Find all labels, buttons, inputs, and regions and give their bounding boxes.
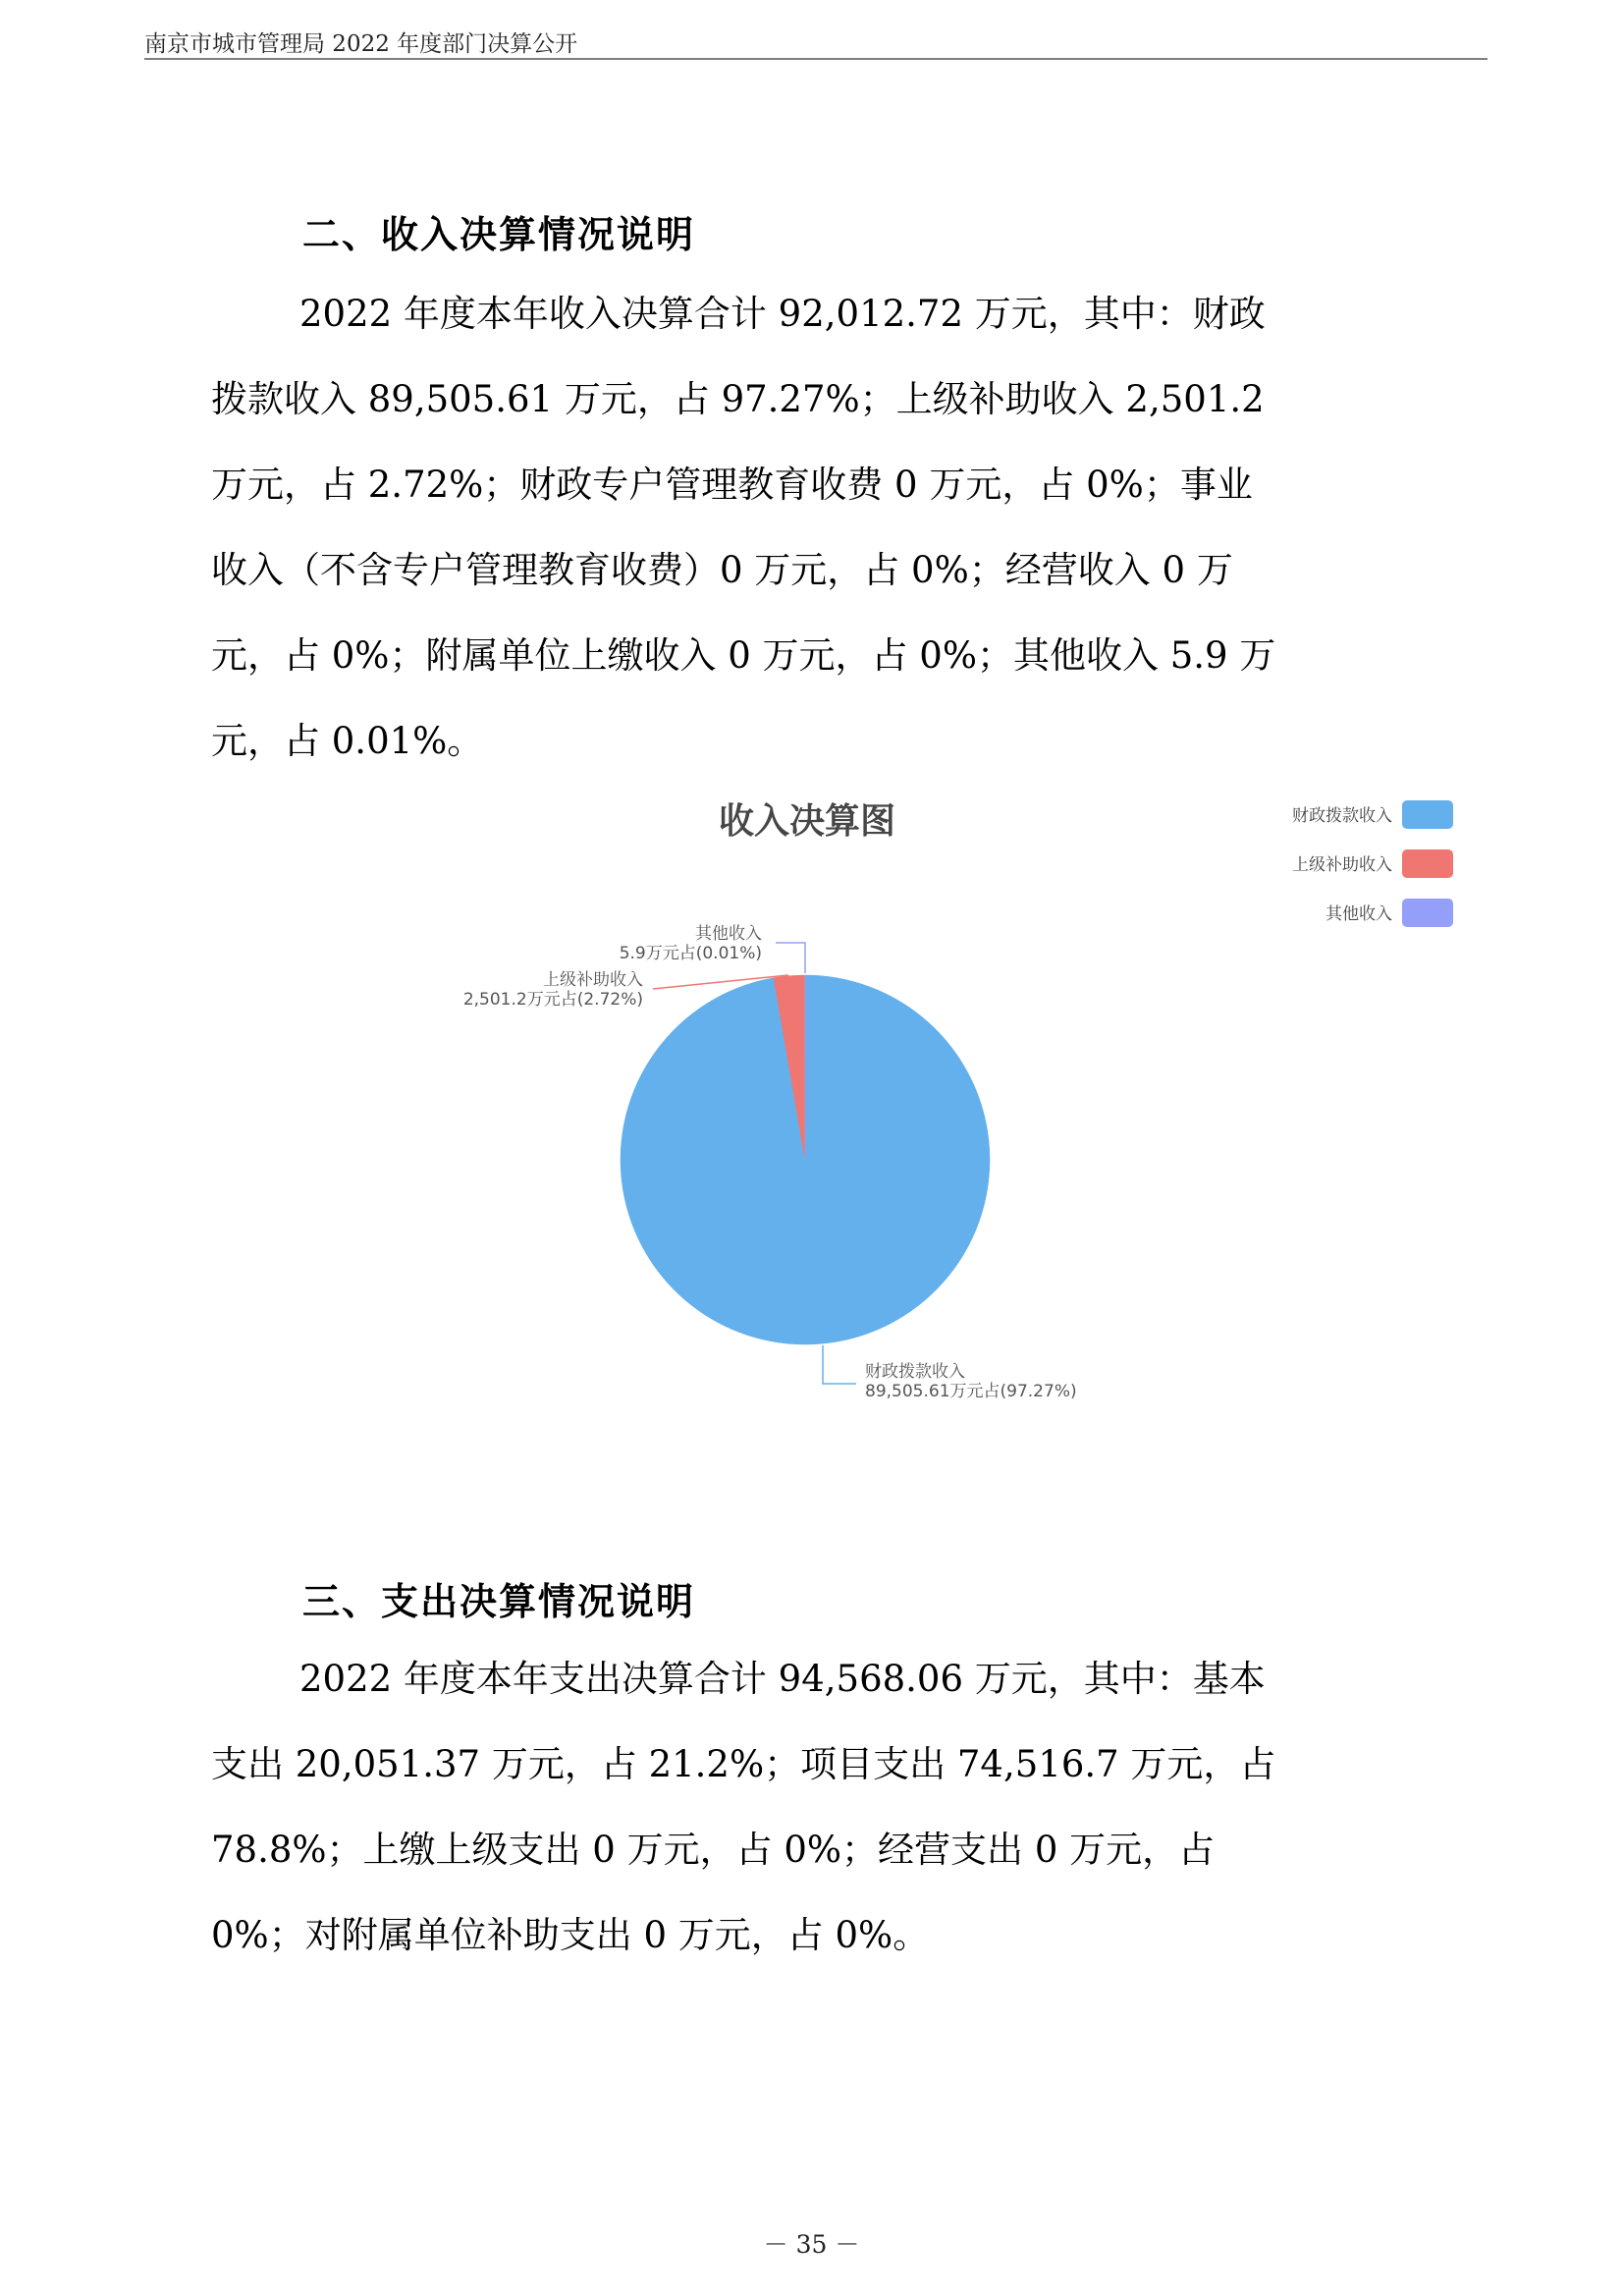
paragraph-line: 收入（不含专户管理教育收费）0 万元，占 0%；经营收入 0 万 (211, 549, 1233, 591)
data-label: 2,501.2万元占(2.72%) (462, 990, 643, 1010)
paragraph-line: 2022 年度本年支出决算合计 94,568.06 万元，其中：基本 (299, 1658, 1266, 1700)
section-3-heading: 三、支出决算情况说明 (302, 1579, 696, 1623)
section-2-heading: 二、收入决算情况说明 (302, 212, 696, 256)
leader-line (776, 943, 805, 973)
legend-label: 其他收入 (1325, 904, 1392, 924)
chart-title: 收入决算图 (718, 801, 896, 842)
pie-slices (621, 975, 990, 1344)
paragraph-line: 万元，占 2.72%；财政专户管理教育收费 0 万元，占 0%；事业 (211, 464, 1253, 506)
paragraph-line: 支出 20,051.37 万元，占 21.2%；项目支出 74,516.7 万元，占 (211, 1743, 1276, 1785)
section-2-paragraph (211, 271, 1429, 784)
paragraph-line: 元，占 0%；附属单位上缴收入 0 万元，占 0%；其他收入 5.9 万 (211, 634, 1276, 677)
data-label: 其他收入 (695, 924, 762, 944)
data-label: 5.9万元占(0.01%) (619, 944, 762, 963)
paragraph-line: 0%；对附属单位补助支出 0 万元，占 0%。 (211, 1914, 930, 1956)
data-label: 财政拨款收入 (865, 1362, 965, 1382)
data-label: 上级补助收入 (543, 970, 643, 990)
section-3-paragraph (211, 1636, 1429, 1978)
data-label: 89,505.61万元占(97.27%) (865, 1382, 1077, 1401)
legend-label: 财政拨款收入 (1292, 806, 1392, 826)
paragraph-line: 元，占 0.01%。 (211, 720, 484, 762)
legend-swatch (1402, 849, 1453, 878)
paragraph-line: 78.8%；上缴上级支出 0 万元，占 0%；经营支出 0 万元，占 (211, 1829, 1216, 1871)
leader-line (823, 1345, 856, 1384)
legend-label: 上级补助收入 (1292, 855, 1392, 875)
chart-legend (1292, 800, 1453, 927)
page-number: － 35 － (763, 2230, 860, 2259)
paragraph-line: 拨款收入 89,505.61 万元，占 97.27%；上级补助收入 2,501.2 (211, 378, 1265, 420)
legend-swatch (1402, 800, 1453, 829)
legend-swatch (1402, 899, 1453, 927)
income-pie-chart (0, 766, 1623, 1434)
header-divider (144, 58, 1488, 60)
paragraph-line: 2022 年度本年收入决算合计 92,012.72 万元，其中：财政 (299, 293, 1266, 335)
running-header: 南京市城市管理局 2022 年度部门决算公开 (144, 31, 578, 57)
